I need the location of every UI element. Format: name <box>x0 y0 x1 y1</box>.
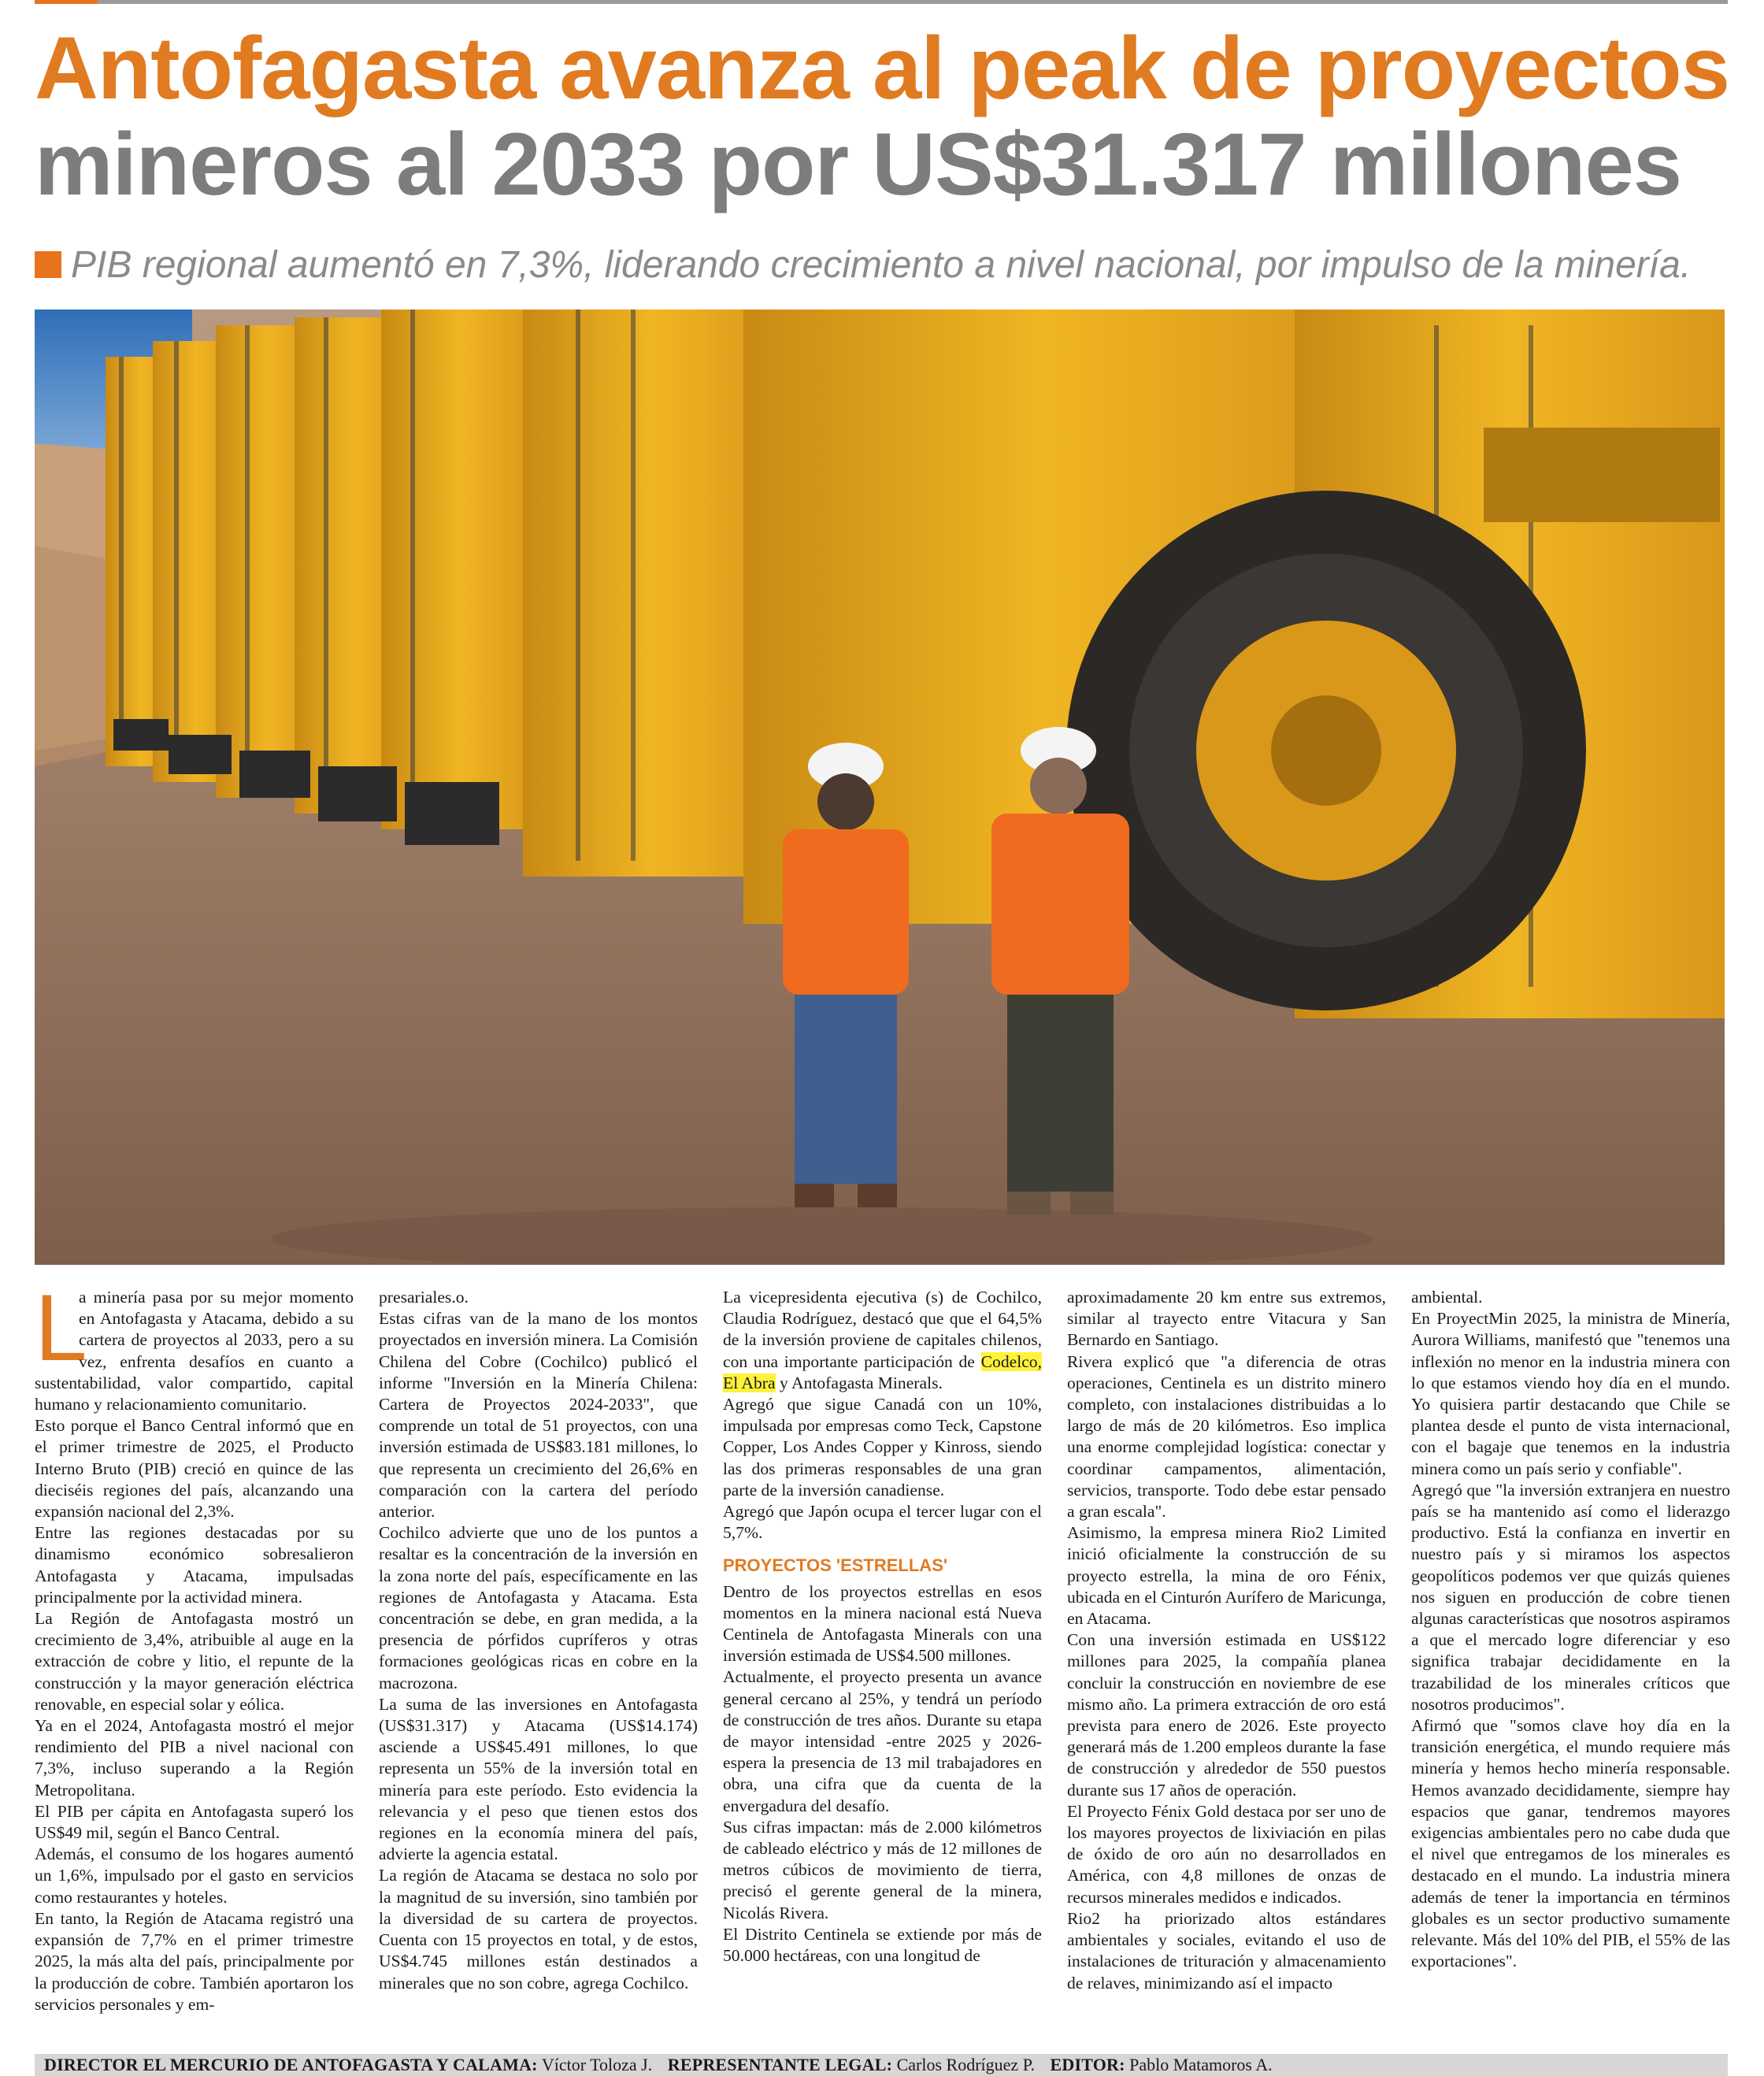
column-3 <box>723 1287 1042 2039</box>
paragraph-text: y Antofagasta Minerals. <box>775 1373 943 1392</box>
paragraph: Sus cifras impactan: más de 2.000 kilómetros de cableado eléctrico y más de 12 millones de metros cúbicos de movimiento de tierra, precisó el gerente general de la minera, Nicolás Rivera. <box>723 1817 1042 1922</box>
editor-label: EDITOR: <box>1050 2055 1125 2074</box>
masthead-footer <box>35 2054 1728 2076</box>
deck <box>35 239 1744 290</box>
paragraph: Además, el consumo de los hogares aumentó un 1,6%, impulsado por el gasto en servicios como restaurantes y hoteles. <box>35 1844 354 1907</box>
paragraph: Esto porque el Banco Central informó que en el primer trimestre de 2025, el Producto Interno Bruto (PIB) creció en quince de las dieciséis regiones del país, alcanzando una expansión nacional del 2,3%. <box>35 1416 354 1522</box>
paragraph: En tanto, la Región de Atacama registró una expansión de 7,7% en el primer trimestre 2025, la más alta del país, principalmente por la producción de cobre. También aportaron los servicios personales y em- <box>35 1908 354 2014</box>
paragraph: La suma de las inversiones en Antofagasta (US$31.317) y Atacama (US$14.174) asciende a US$45.491 millones, lo que representa un 55% de la inversión total en minería para este período. Esto evidencia la relevancia y el peso que tienen estos dos regiones en la economía minera del país, advierte la agencia estatal. <box>379 1694 698 1864</box>
paragraph: El PIB per cápita en Antofagasta superó los US$49 mil, según el Banco Central. <box>35 1801 354 1843</box>
paragraph: presariales.o. <box>379 1288 469 1307</box>
deck-square-icon <box>35 251 61 278</box>
top-rule <box>35 0 1728 4</box>
paragraph: Rio2 ha priorizado altos estándares ambientales y sociales, evitando el uso de instalaciones de trituración y almacenamiento de relaves, minimizando así el impacto <box>1067 1908 1386 1993</box>
paragraph: El Proyecto Fénix Gold destaca por ser uno de los mayores proyectos de lixiviación en pilas de óxido de oro aún no desarrollados en América, con 4,8 millones de onzas de recursos minerales medidos e indicados. <box>1067 1801 1386 1907</box>
column-5 <box>1411 1287 1730 2039</box>
paragraph-text: La vicepresidenta ejecutiva (s) de Cochilco, Claudia Rodríguez, destacó que que el 64,5% de la inversión proviene de capitales chilenos, con una importante participación de <box>723 1288 1042 1371</box>
paragraph: Cochilco advierte que uno de los puntos a resaltar es la concentración de la inversión en la zona norte del país, específicamente en las regiones de Antofagasta y Atacama. Esta concentración se debe, en gran medida, a la presencia de pórfidos cupríferos y otras formaciones geológicas ricas en cobre en la macrozona. <box>379 1523 698 1692</box>
director-name: Víctor Toloza J. <box>541 2055 653 2074</box>
section-subhead: PROYECTOS 'ESTRELLAS' <box>723 1555 948 1576</box>
paragraph: ambiental. <box>1411 1288 1483 1307</box>
director-label: DIRECTOR EL MERCURIO DE ANTOFAGASTA Y CALAMA: <box>44 2055 538 2074</box>
paragraph: Dentro de los proyectos estrellas en esos momentos en la minera nacional está Nueva Centinela de Antofagasta Minerals con una inversión estimada de US$4.500 millones. <box>723 1581 1042 1666</box>
article-body <box>35 1287 1728 2039</box>
paragraph: Actualmente, el proyecto presenta un avance general cercano al 25%, y tendrá un período de construcción de tres años. Durante su etapa de mayor intensidad -entre 2025 y 2026- espera la presencia de 13 mil trabajadores en obra, una cifra que da cuenta de la envergadura del desafío. <box>723 1667 1042 1815</box>
paragraph: La Región de Antofagasta mostró un crecimiento de 3,4%, atribuible al auge en la extracción de cobre y litio, el repunte de la construcción y la mayor generación eléctrica renovable, en especial solar y eólica. <box>35 1609 354 1714</box>
column-1 <box>35 1287 354 2039</box>
paragraph: Ya en el 2024, Antofagasta mostró el mejor rendimiento del PIB a nivel nacional con 7,3%, incluso superando a la Región Metropolitana. <box>35 1716 354 1800</box>
paragraph: Agregó que "la inversión extranjera en nuestro país se ha mantenido así como el liderazgo productivo. Está la confianza en invertir en nuestro país y si miramos los aspectos geopolíticos podemos ver que quizás quienes nos siguen en producción de cobre tienen algunas características que nosotros aspiramos a que el mercado logre diferenciar y eso significa trabajar decididamente en la trazabilidad de los minerales críticos que nosotros producimos". <box>1411 1480 1730 1714</box>
paragraph: El Distrito Centinela se extiende por más de 50.000 hectáreas, con una longitud de <box>723 1924 1042 1966</box>
column-2 <box>379 1287 698 2039</box>
paragraph: Rivera explicó que "a diferencia de otras operaciones, Centinela es un distrito minero completo, con instalaciones distribuidas a lo largo de más de 20 kilómetros. Eso implica una enorme complejidad logística: conectar y coordinar campamentos, alimentación, servicios, transporte. Todo debe estar pensado a gran escala". <box>1067 1351 1386 1522</box>
deck-text: PIB regional aumentó en 7,3%, liderando crecimiento a nivel nacional, por impulso de la minería. <box>71 243 1692 286</box>
legal-label: REPRESENTANTE LEGAL: <box>667 2055 893 2074</box>
top-rule-accent <box>35 0 98 4</box>
paragraph: Asimismo, la empresa minera Rio2 Limited inició oficialmente la construcción de su proyecto estrella, la mina de oro Fénix, ubicada en el Cinturón Aurífero de Maricunga, en Atacama. <box>1067 1523 1386 1629</box>
dropcap: L <box>35 1287 87 1381</box>
paragraph: En ProyectMin 2025, la ministra de Minería, Aurora Williams, manifestó que "tenemos una inflexión no menor en la industria minera con lo que estamos viendo hoy día en el mundo. Yo quisiera partir destacando que Chile se plantea desde el punto de vista internacional, con el bagaje que tenemos en la industria minera como un país serio y confiable". <box>1411 1309 1730 1478</box>
legal-name: Carlos Rodríguez P. <box>896 2055 1035 2074</box>
paragraph: La región de Atacama se destaca no solo por la magnitud de su inversión, sino también por la diversidad de su cartera de proyectos. Cuenta con 15 proyectos en total, y de estos, US$4.745 millones están destinados a minerales que no son cobre, agrega Cochilco. <box>379 1866 698 1993</box>
column-4 <box>1067 1287 1386 2039</box>
lead-photo <box>35 310 1725 1265</box>
paragraph: aproximadamente 20 km entre sus extremos, similar al trayecto entre Vitacura y San Bernardo en Santiago. <box>1067 1288 1386 1350</box>
mining-trucks-illustration <box>35 310 1725 1265</box>
headline <box>35 20 1744 213</box>
paragraph <box>723 1287 1042 1394</box>
paragraph: Afirmó que "somos clave hoy día en la transición energética, el mundo requiere más minería y hemos hecho minería responsable. Hemos avanzado decididamente, siempre hay espacios que ganar, tendremos mayores exigencias ambientales pero no cabe duda que el nivel que entregamos de los minerales es destacado en el mundo. La industria minera además de tener la importancia en términos globales es un sector productivo sumamente relevante. Más del 10% del PIB, el 55% de las exportaciones". <box>1411 1716 1730 1971</box>
paragraph: Agregó que sigue Canadá con un 10%, impulsada por empresas como Teck, Capstone Copper, Los Andes Copper y Kinross, siendo las dos primeras responsables de una gran parte de la inversión canadiense. <box>723 1395 1042 1500</box>
highlighted-text: Codelco, El Abra <box>723 1351 1042 1392</box>
headline-line-1: Antofagasta avanza al peak de proyectos <box>35 19 1729 117</box>
paragraph: a minería pasa por su mejor momento en Antofagasta y Atacama, debido a su cartera de proyectos al 2033, pero a su vez, enfrenta desafíos en cuanto a sustentabilidad, valor compartido, capital humano y relacionamiento comunitario. <box>35 1288 354 1414</box>
editor-name: Pablo Matamoros A. <box>1129 2055 1273 2074</box>
paragraph: Estas cifras van de la mano de los montos proyectados en inversión minera. La Comisión Chilena del Cobre (Cochilco) publicó el informe "Inversión en la Minería Chilena: Cartera de Proyectos 2024-2033", que comprende un total de 51 proyectos, con una inversión estimada de US$83.181 millones, lo que representa un crecimiento del 26,6% en comparación con la cartera del período anterior. <box>379 1309 698 1522</box>
paragraph: Agregó que Japón ocupa el tercer lugar con el 5,7%. <box>723 1502 1042 1543</box>
paragraph: Entre las regiones destacadas por su dinamismo económico sobresalieron Antofagasta y Atacama, impulsadas principalmente por la actividad minera. <box>35 1523 354 1607</box>
paragraph: Con una inversión estimada en US$122 millones para 2025, la compañía planea concluir la construcción en noviembre de ese mismo año. La primera extracción de oro está prevista para enero de 2026. Este proyecto generará más de 1.200 empleos durante la fase de construcción y alrededor de 550 puestos durante sus 17 años de operación. <box>1067 1630 1386 1800</box>
headline-line-2: mineros al 2033 por US$31.317 millones <box>35 115 1682 213</box>
